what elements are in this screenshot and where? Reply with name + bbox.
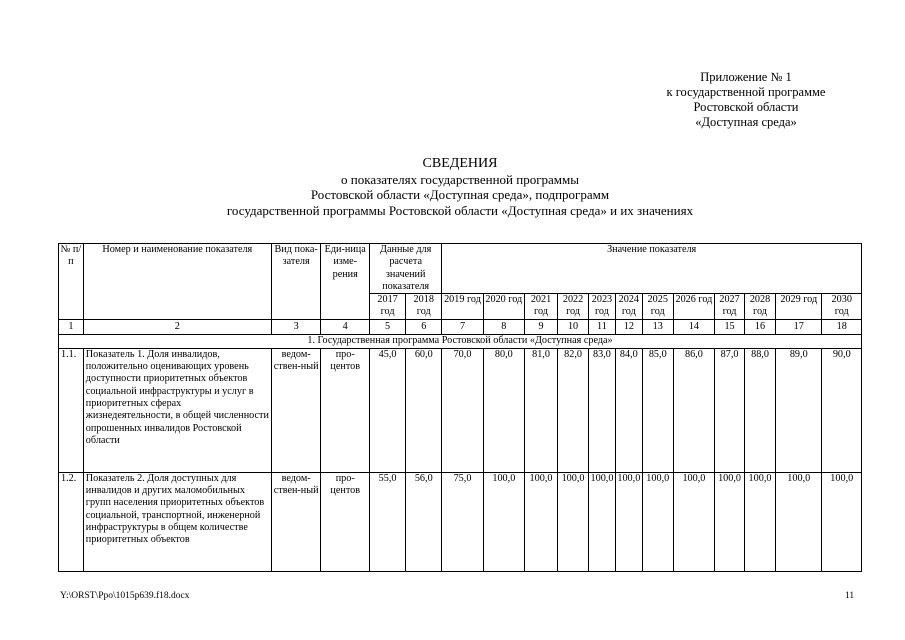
column-number: 14 <box>673 319 714 334</box>
year-header: 2030 год <box>822 294 862 320</box>
indicator-value: 100,0 <box>524 472 557 571</box>
column-numbers-row <box>59 319 862 334</box>
year-header: 2017 год <box>370 294 406 320</box>
header-unit: Еди-ница изме-рения <box>321 244 370 320</box>
footer-page-number: 11 <box>845 591 855 601</box>
year-header: 2025 год <box>642 294 673 320</box>
indicator-value: 100,0 <box>589 472 616 571</box>
indicator-type: ведом-ствен-ный <box>271 472 321 571</box>
header-name: Номер и наименование показателя <box>83 244 271 320</box>
indicator-value: 55,0 <box>370 472 406 571</box>
column-number: 11 <box>589 319 616 334</box>
indicator-value: 88,0 <box>745 348 776 472</box>
indicator-value: 100,0 <box>673 472 714 571</box>
header-values: Значение показателя <box>442 244 862 294</box>
footer-file-path: Y:\ORST\Ppo\1015p639.f18.docx <box>60 591 190 601</box>
row-number: 1.1. <box>59 348 84 472</box>
indicator-value: 85,0 <box>642 348 673 472</box>
header-base-data: Данные для расчета значений показателя <box>370 244 442 294</box>
column-number: 7 <box>442 319 483 334</box>
header-num: № п/п <box>59 244 84 320</box>
header-type: Вид пока-зателя <box>271 244 321 320</box>
column-number: 6 <box>406 319 442 334</box>
indicator-value: 89,0 <box>776 348 822 472</box>
year-header: 2020 год <box>483 294 524 320</box>
indicator-value: 70,0 <box>442 348 483 472</box>
appendix-line-1: Приложение № 1 <box>700 70 792 84</box>
indicator-value: 81,0 <box>524 348 557 472</box>
header-row-1 <box>59 244 862 294</box>
indicator-value: 100,0 <box>715 472 745 571</box>
column-number: 2 <box>83 319 271 334</box>
appendix-line-4: «Доступная среда» <box>695 115 797 129</box>
indicator-value: 100,0 <box>483 472 524 571</box>
indicator-value: 84,0 <box>615 348 642 472</box>
indicator-unit: про-центов <box>321 348 370 472</box>
heading-line-3: государственной программы Ростовской области «Доступная среда» и их значениях <box>226 202 694 218</box>
column-number: 10 <box>558 319 589 334</box>
indicator-value: 75,0 <box>442 472 483 571</box>
indicator-name: Показатель 1. Доля инвалидов, положительно оценивающих уровень доступности приоритетных объектов социальной инфраструктуры и услуг в приоритетных сферах жизнедеятельности, в общей численности опрошенных инвалидов Ростовской области <box>83 348 271 472</box>
section-row <box>59 334 862 348</box>
indicator-value: 86,0 <box>673 348 714 472</box>
column-number: 15 <box>715 319 745 334</box>
indicator-value: 100,0 <box>615 472 642 571</box>
indicator-type: ведом-ствен-ный <box>271 348 321 472</box>
heading-line-1: о показателях государственной программы <box>341 171 579 187</box>
appendix-line-3: Ростовской области <box>693 100 799 114</box>
column-number: 5 <box>370 319 406 334</box>
table-row <box>59 348 862 472</box>
indicator-value: 100,0 <box>642 472 673 571</box>
year-header: 2023 год <box>589 294 616 320</box>
appendix-block <box>640 70 852 130</box>
indicator-value: 80,0 <box>483 348 524 472</box>
year-header: 2018 год <box>406 294 442 320</box>
year-header: 2026 год <box>673 294 714 320</box>
indicator-name: Показатель 2. Доля доступных для инвалидов и других маломобильных групп населения приоритетных объектов социальной, транспортной, инженерной инфраструктуры в общем количестве приоритетных объектов <box>83 472 271 571</box>
indicators-table <box>58 243 862 572</box>
column-number: 16 <box>745 319 776 334</box>
indicator-value: 100,0 <box>822 472 862 571</box>
indicator-value: 100,0 <box>745 472 776 571</box>
row-number: 1.2. <box>59 472 84 571</box>
column-number: 9 <box>524 319 557 334</box>
indicator-value: 45,0 <box>370 348 406 472</box>
table-row <box>59 472 862 571</box>
document-heading <box>60 156 860 218</box>
indicator-value: 60,0 <box>406 348 442 472</box>
appendix-line-2: к государственной программе <box>666 85 826 99</box>
column-number: 13 <box>642 319 673 334</box>
year-header: 2024 год <box>615 294 642 320</box>
year-header: 2027 год <box>715 294 745 320</box>
year-header: 2019 год <box>442 294 483 320</box>
year-header: 2029 год <box>776 294 822 320</box>
indicator-value: 83,0 <box>589 348 616 472</box>
indicator-value: 87,0 <box>715 348 745 472</box>
indicator-value: 82,0 <box>558 348 589 472</box>
year-header: 2028 год <box>745 294 776 320</box>
column-number: 4 <box>321 319 370 334</box>
indicator-value: 100,0 <box>776 472 822 571</box>
column-number: 8 <box>483 319 524 334</box>
column-number: 18 <box>822 319 862 334</box>
heading-line-2: Ростовской области «Доступная среда», подпрограмм <box>310 187 610 202</box>
column-number: 3 <box>271 319 321 334</box>
indicator-value: 90,0 <box>822 348 862 472</box>
document-title: СВЕДЕНИЯ <box>422 156 498 171</box>
column-number: 12 <box>615 319 642 334</box>
indicator-unit: про-центов <box>321 472 370 571</box>
year-header: 2021 год <box>524 294 557 320</box>
section-title: 1. Государственная программа Ростовской области «Доступная среда» <box>59 334 862 348</box>
column-number: 17 <box>776 319 822 334</box>
year-header: 2022 год <box>558 294 589 320</box>
indicator-value: 100,0 <box>558 472 589 571</box>
indicator-value: 56,0 <box>406 472 442 571</box>
column-number: 1 <box>59 319 84 334</box>
